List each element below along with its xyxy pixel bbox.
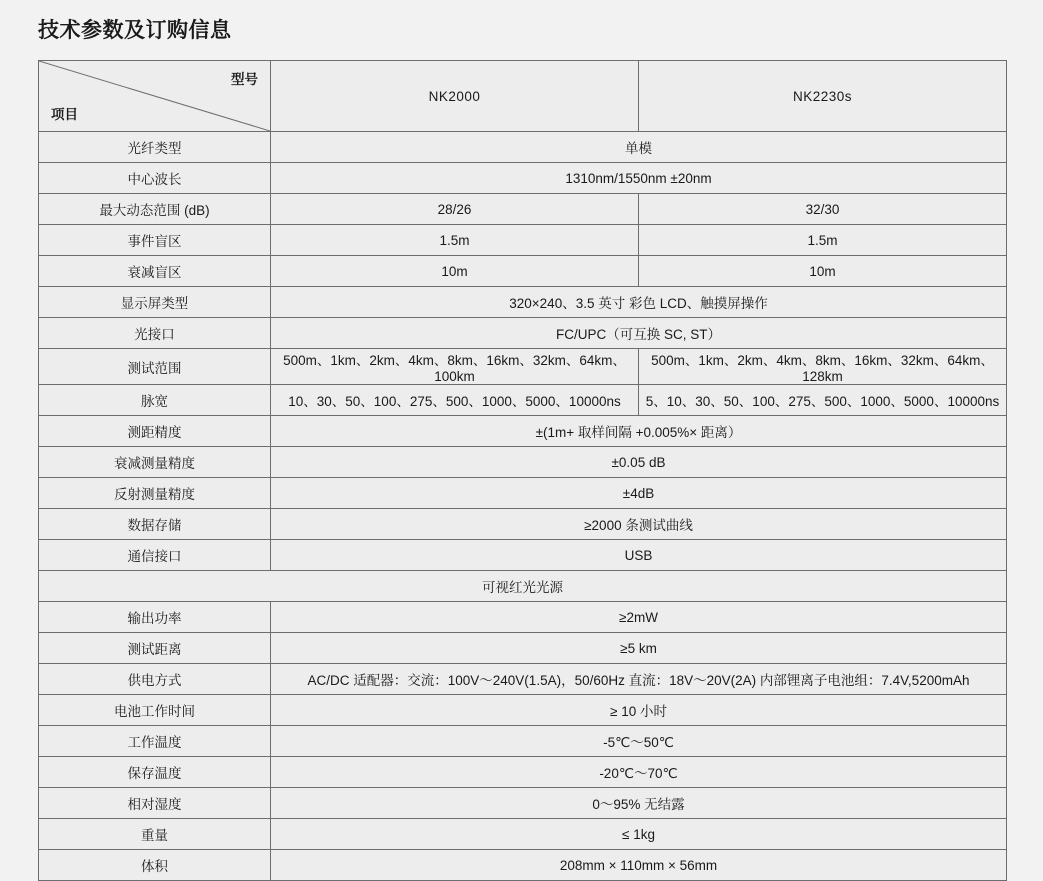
row-value-cell-shared: ≤ 1kg — [271, 819, 1007, 850]
table-row — [39, 318, 1007, 349]
row-label-cell: 光接口 — [39, 318, 271, 349]
row-label-cell: 通信接口 — [39, 540, 271, 571]
row-value-cell-shared: ≥2000 条测试曲线 — [271, 509, 1007, 540]
table-row — [39, 819, 1007, 850]
table-row — [39, 256, 1007, 287]
row-value-cell-shared: AC/DC 适配器：交流：100V～240V(1.5A)，50/60Hz 直流：18V～20V(2A) 内部锂离子电池组：7.4V,5200mAh — [271, 664, 1007, 695]
row-value-cell-2: 32/30 — [639, 194, 1007, 225]
row-value-cell-shared: ±(1m+ 取样间隔 +0.005%× 距离） — [271, 416, 1007, 447]
table-row — [39, 695, 1007, 726]
table-row — [39, 416, 1007, 447]
row-value-cell-2: 1.5m — [639, 225, 1007, 256]
row-label-cell: 测距精度 — [39, 416, 271, 447]
row-label-cell: 反射测量精度 — [39, 478, 271, 509]
table-row — [39, 850, 1007, 881]
row-value-cell-shared: USB — [271, 540, 1007, 571]
table-row — [39, 194, 1007, 225]
table-row — [39, 726, 1007, 757]
spec-table-container — [38, 60, 1006, 881]
row-label-cell: 测试范围 — [39, 349, 271, 385]
row-value-cell-2: 5、10、30、50、100、275、500、1000、5000、10000ns — [639, 385, 1007, 416]
table-row — [39, 602, 1007, 633]
row-value-cell-shared: ≥ 10 小时 — [271, 695, 1007, 726]
corner-header-cell — [39, 61, 271, 132]
row-label-cell: 电池工作时间 — [39, 695, 271, 726]
row-value-cell-1: 28/26 — [271, 194, 639, 225]
row-label-cell: 供电方式 — [39, 664, 271, 695]
row-label-cell: 中心波长 — [39, 163, 271, 194]
row-value-cell-shared: ±4dB — [271, 478, 1007, 509]
table-row — [39, 225, 1007, 256]
row-label-cell: 衰减盲区 — [39, 256, 271, 287]
table-row — [39, 478, 1007, 509]
table-body — [39, 132, 1007, 881]
corner-model-label: 型号 — [231, 72, 258, 87]
row-label-cell: 相对湿度 — [39, 788, 271, 819]
row-value-cell-shared: ≥5 km — [271, 633, 1007, 664]
row-value-cell-shared: 320×240、3.5 英寸 彩色 LCD、触摸屏操作 — [271, 287, 1007, 318]
row-label-cell: 最大动态范围 (dB) — [39, 194, 271, 225]
row-label-cell: 衰减测量精度 — [39, 447, 271, 478]
row-label-cell: 测试距离 — [39, 633, 271, 664]
table-row — [39, 664, 1007, 695]
row-label-cell: 显示屏类型 — [39, 287, 271, 318]
row-label-cell: 事件盲区 — [39, 225, 271, 256]
table-row — [39, 509, 1007, 540]
table-row — [39, 788, 1007, 819]
table-row — [39, 447, 1007, 478]
row-label-cell: 体积 — [39, 850, 271, 881]
page-title: 技术参数及订购信息 — [38, 19, 232, 42]
row-label-cell: 脉宽 — [39, 385, 271, 416]
row-value-cell-shared: FC/UPC（可互换 SC, ST） — [271, 318, 1007, 349]
table-row — [39, 132, 1007, 163]
table-row — [39, 633, 1007, 664]
column-header-model-1: NK2000 — [271, 61, 639, 132]
table-row — [39, 287, 1007, 318]
row-label-cell: 保存温度 — [39, 757, 271, 788]
row-value-cell-shared: ±0.05 dB — [271, 447, 1007, 478]
table-header-row — [39, 61, 1007, 132]
row-label-cell: 工作温度 — [39, 726, 271, 757]
table-row — [39, 571, 1007, 602]
row-value-cell-2: 500m、1km、2km、4km、8km、16km、32km、64km、128km — [639, 349, 1007, 385]
row-value-cell-1: 1.5m — [271, 225, 639, 256]
row-value-cell-1: 10m — [271, 256, 639, 287]
table-row — [39, 163, 1007, 194]
row-value-cell-shared: 208mm × 110mm × 56mm — [271, 850, 1007, 881]
table-header — [39, 61, 1007, 132]
column-header-model-2: NK2230s — [639, 61, 1007, 132]
table-row — [39, 349, 1007, 385]
row-value-cell-shared: ≥2mW — [271, 602, 1007, 633]
row-value-cell-1: 500m、1km、2km、4km、8km、16km、32km、64km、100km — [271, 349, 639, 385]
row-value-cell-shared: 单模 — [271, 132, 1007, 163]
row-value-cell-shared: -5℃～50℃ — [271, 726, 1007, 757]
row-label-cell: 输出功率 — [39, 602, 271, 633]
row-label-cell: 光纤类型 — [39, 132, 271, 163]
table-row — [39, 385, 1007, 416]
row-label-cell: 重量 — [39, 819, 271, 850]
row-value-cell-shared: 1310nm/1550nm ±20nm — [271, 163, 1007, 194]
row-value-cell-shared: 0～95% 无结露 — [271, 788, 1007, 819]
corner-item-label: 项目 — [51, 107, 78, 122]
table-row — [39, 757, 1007, 788]
row-value-cell-1: 10、30、50、100、275、500、1000、5000、10000ns — [271, 385, 639, 416]
specification-table — [38, 60, 1007, 881]
row-label-cell: 数据存储 — [39, 509, 271, 540]
row-value-cell-2: 10m — [639, 256, 1007, 287]
row-value-cell-shared: -20℃～70℃ — [271, 757, 1007, 788]
section-header-cell: 可视红光光源 — [39, 571, 1007, 602]
table-row — [39, 540, 1007, 571]
